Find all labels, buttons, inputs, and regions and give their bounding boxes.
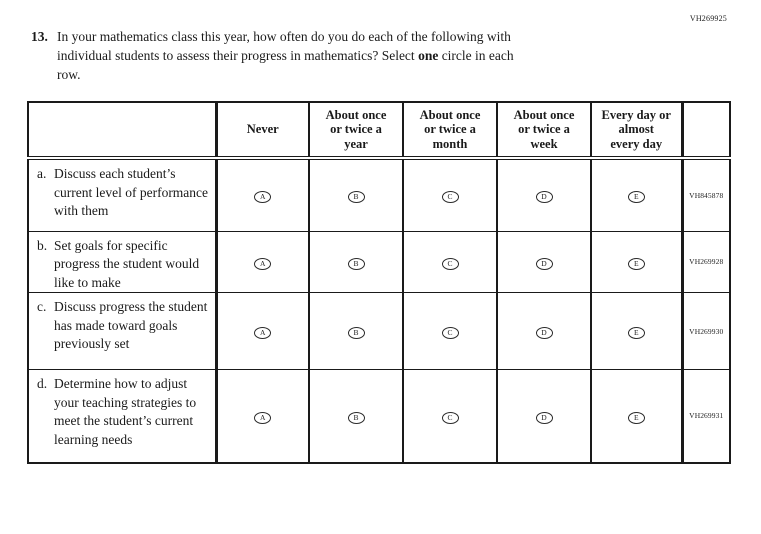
option-bubble-d[interactable]: D bbox=[536, 191, 553, 203]
option-bubble-b[interactable]: B bbox=[348, 412, 365, 424]
option-bubble-a[interactable]: A bbox=[254, 258, 271, 270]
question-line-2-post: circle in each bbox=[438, 48, 514, 63]
option-bubble-c[interactable]: C bbox=[442, 327, 459, 339]
row-d-item-code: VH269931 bbox=[682, 370, 730, 463]
row-d-option-month bbox=[403, 370, 497, 463]
row-a-option-year bbox=[309, 158, 403, 231]
question-line-2-pre: individual students to assess their progress in mathematics? Select bbox=[57, 48, 419, 63]
option-bubble-c[interactable]: C bbox=[442, 258, 459, 270]
row-d-option-everyday bbox=[591, 370, 682, 463]
question-line-2 bbox=[57, 46, 514, 65]
option-bubble-d[interactable]: D bbox=[536, 327, 553, 339]
option-bubble-d[interactable]: D bbox=[536, 258, 553, 270]
row-a-letter: a. bbox=[37, 166, 47, 181]
question-bold-word: one bbox=[418, 48, 439, 63]
header-once-twice-week: About once or twice a week bbox=[497, 102, 591, 158]
row-c-option-everyday bbox=[591, 293, 682, 370]
question-line-3: row. bbox=[57, 67, 81, 82]
row-d-label: Determine how to adjust your teaching strategies to meet the student’s current learning needs bbox=[54, 376, 197, 447]
row-b-option-year bbox=[309, 231, 403, 293]
row-b-option-week bbox=[497, 231, 591, 293]
row-b-item-code: VH269928 bbox=[682, 231, 730, 293]
row-c-option-year bbox=[309, 293, 403, 370]
row-c-label-cell bbox=[28, 293, 216, 370]
row-b-label-cell bbox=[28, 231, 216, 293]
table-row-a bbox=[28, 158, 730, 231]
option-bubble-c[interactable]: C bbox=[442, 191, 459, 203]
option-bubble-b[interactable]: B bbox=[348, 258, 365, 270]
option-bubble-b[interactable]: B bbox=[348, 327, 365, 339]
option-bubble-e[interactable]: E bbox=[628, 191, 645, 203]
row-d-label-cell bbox=[28, 370, 216, 463]
row-d-option-week bbox=[497, 370, 591, 463]
header-never: Never bbox=[216, 102, 309, 158]
option-bubble-b[interactable]: B bbox=[348, 191, 365, 203]
row-a-item-code: VH845878 bbox=[682, 158, 730, 231]
header-code-empty bbox=[682, 102, 730, 158]
header-once-twice-year: About once or twice a year bbox=[309, 102, 403, 158]
option-bubble-d[interactable]: D bbox=[536, 412, 553, 424]
table-row-c bbox=[28, 293, 730, 370]
frequency-matrix-table bbox=[27, 101, 731, 464]
row-c-option-week bbox=[497, 293, 591, 370]
row-b-option-month bbox=[403, 231, 497, 293]
option-bubble-e[interactable]: E bbox=[628, 258, 645, 270]
option-bubble-a[interactable]: A bbox=[254, 327, 271, 339]
option-bubble-a[interactable]: A bbox=[254, 191, 271, 203]
question-block bbox=[31, 27, 514, 84]
row-a-option-everyday bbox=[591, 158, 682, 231]
table-row-b bbox=[28, 231, 730, 293]
row-c-letter: c. bbox=[37, 299, 47, 314]
header-every-day: Every day or almost every day bbox=[591, 102, 682, 158]
row-c-option-month bbox=[403, 293, 497, 370]
row-a-option-month bbox=[403, 158, 497, 231]
row-c-label: Discuss progress the student has made toward goals previously set bbox=[54, 299, 208, 351]
table-row-d bbox=[28, 370, 730, 463]
row-a-option-never bbox=[216, 158, 309, 231]
row-a-option-week bbox=[497, 158, 591, 231]
question-number: 13. bbox=[31, 29, 48, 44]
row-b-label: Set goals for specific progress the student would like to make bbox=[54, 237, 200, 290]
option-bubble-e[interactable]: E bbox=[628, 412, 645, 424]
row-c-item-code: VH269930 bbox=[682, 293, 730, 370]
page-form-code: VH269925 bbox=[689, 14, 727, 23]
row-c-option-never bbox=[216, 293, 309, 370]
header-row bbox=[28, 102, 730, 158]
row-b-option-everyday bbox=[591, 231, 682, 293]
header-empty bbox=[28, 102, 216, 158]
row-b-letter: b. bbox=[37, 237, 48, 253]
row-d-option-never bbox=[216, 370, 309, 463]
question-text bbox=[57, 27, 514, 84]
option-bubble-e[interactable]: E bbox=[628, 327, 645, 339]
row-d-option-year bbox=[309, 370, 403, 463]
question-line-1: In your mathematics class this year, how often do you do each of the following with bbox=[57, 29, 511, 44]
row-a-label: Discuss each student’s current level of performance with them bbox=[54, 166, 209, 218]
row-b-option-never bbox=[216, 231, 309, 293]
option-bubble-a[interactable]: A bbox=[254, 412, 271, 424]
option-bubble-c[interactable]: C bbox=[442, 412, 459, 424]
header-once-twice-month: About once or twice a month bbox=[403, 102, 497, 158]
row-d-letter: d. bbox=[37, 376, 48, 391]
row-a-label-cell bbox=[28, 158, 216, 231]
